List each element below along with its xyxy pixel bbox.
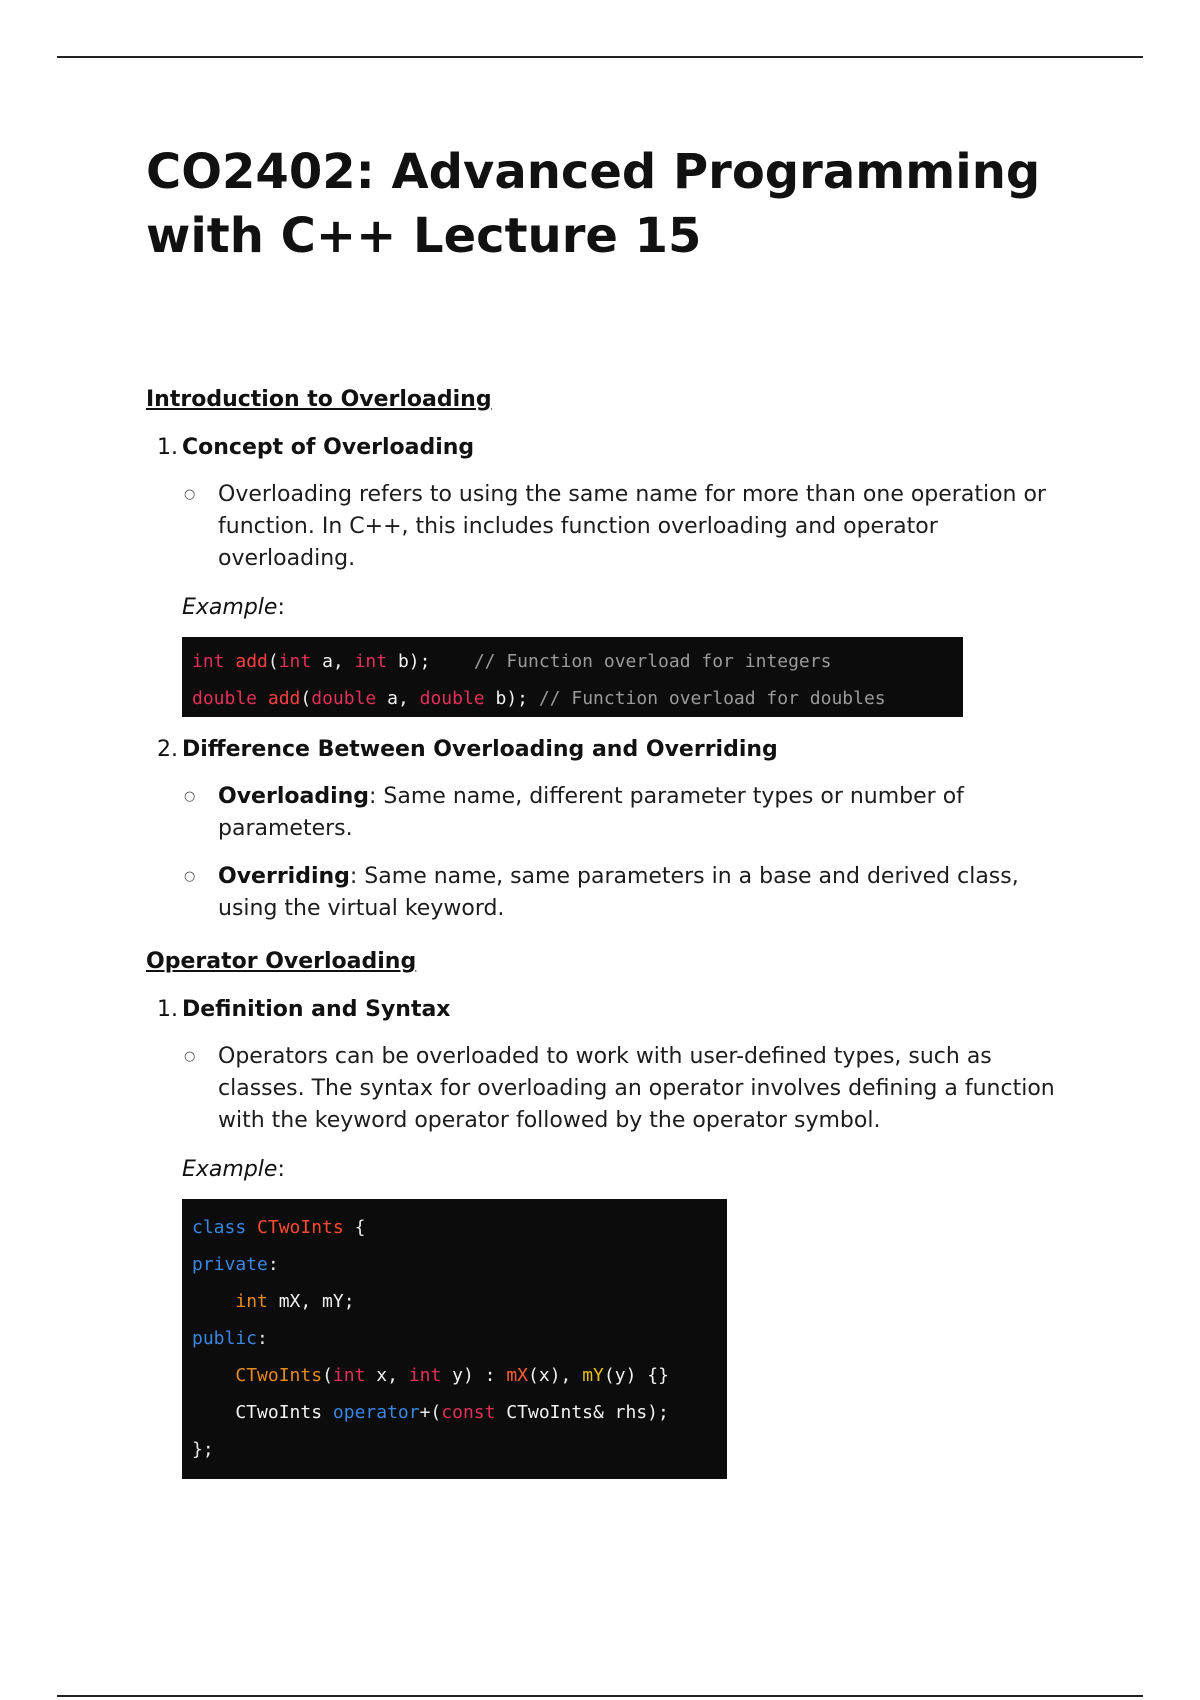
code-token: int [192,651,225,672]
document-body [146,385,1066,1479]
code-token: const [441,1402,496,1423]
code-line [192,1431,717,1468]
bullet-text: : Same name, same parameters in a base and derived class, using the virtual keyword. [218,864,1019,921]
code-token: : [267,1254,279,1275]
code-token: double [311,688,377,709]
code-token: CTwoInts [257,1217,344,1238]
code-token: CTwoInts [235,1365,323,1386]
code-line [192,1320,717,1357]
section-heading-operator-overloading: Operator Overloading [146,949,417,974]
item-title: Concept of Overloading [182,435,475,460]
code-token: add [267,688,301,709]
bullet-term: Overriding [218,864,350,889]
code-line [192,1394,717,1431]
code-token: (y) {} [603,1365,669,1386]
hollow-circle-bullet-icon: ○ [184,1049,196,1064]
example-label: Example: [182,595,285,620]
bullet-text: Overloading refers to using the same name for more than one operation or function. In C++, this includes function overloading and operator overloading. [218,482,1046,571]
code-token [225,651,236,672]
bullet-term: Overloading [218,784,370,809]
top-rule [57,56,1143,58]
code-line [192,1246,717,1283]
list-item-definition [146,995,1066,1025]
hollow-circle-bullet-icon: ○ [184,487,196,502]
bullet-point [184,1041,1066,1137]
code-token: ( [267,651,279,672]
code-token: ( [322,1365,333,1386]
code-block [182,1199,727,1479]
code-token: CTwoInts [192,1402,333,1423]
page-title: CO2402: Advanced Programming with C++ Lecture 15 [146,144,1041,264]
code-line [192,1209,717,1246]
code-token [246,1217,257,1238]
code-token: a, [376,688,420,709]
list-number: 1. [157,997,178,1022]
code-token: int [332,1365,366,1386]
code-line [192,1283,717,1320]
code-token: // Function overload for integers [473,651,832,672]
code-block [182,637,963,717]
bottom-rule [57,1695,1143,1697]
code-token: x, [365,1365,409,1386]
list-item-difference [146,735,1066,765]
code-token: b); [484,688,539,709]
code-token: }; [192,1439,214,1460]
code-token [192,1291,235,1312]
item-title: Difference Between Overloading and Overriding [182,737,778,762]
bullet-point-overloading [184,781,1066,845]
code-token: int [278,651,312,672]
list-item-concept [146,433,1066,463]
code-token [257,688,268,709]
bullet-point-overriding [184,861,1066,925]
code-token: add [235,651,268,672]
code-token: mX, mY; [267,1291,355,1312]
bullet-point [184,479,1066,575]
list-number: 2. [157,737,178,762]
code-token: (x), [528,1365,583,1386]
code-token: double [192,688,258,709]
code-token: : [257,1328,268,1349]
code-token: int [408,1365,442,1386]
code-token: double [419,688,485,709]
section-heading-introduction: Introduction to Overloading [146,387,492,412]
code-token: private [192,1254,268,1275]
code-token: class [192,1217,247,1238]
code-line [192,1357,717,1394]
item-title: Definition and Syntax [182,997,451,1022]
code-token: CTwoInts& rhs); [495,1402,669,1423]
code-token: mX [506,1365,529,1386]
code-token: public [192,1328,258,1349]
code-line [192,680,953,717]
example-label: Example: [182,1157,285,1182]
code-line [192,643,953,680]
code-token: b); [387,651,474,672]
code-token: a, [311,651,355,672]
hollow-circle-bullet-icon: ○ [184,789,196,804]
code-token: int [235,1291,268,1312]
code-token: y) : [441,1365,507,1386]
code-token: int [354,651,388,672]
code-token: mY [582,1365,604,1386]
bullet-text: Operators can be overloaded to work with user-defined types, such as classes. The syntax for overloading an operator involves defining a function with the keyword operator followed by the operator symbol. [218,1044,1055,1133]
bullet-text: : Same name, different parameter types or number of parameters. [218,784,964,841]
code-token [192,1365,235,1386]
code-token: { [343,1217,366,1238]
code-token: ( [300,688,312,709]
code-token: operator [332,1402,420,1423]
code-token: +( [419,1402,442,1423]
list-number: 1. [157,435,178,460]
code-token: // Function overload for doubles [538,688,886,709]
hollow-circle-bullet-icon: ○ [184,869,196,884]
